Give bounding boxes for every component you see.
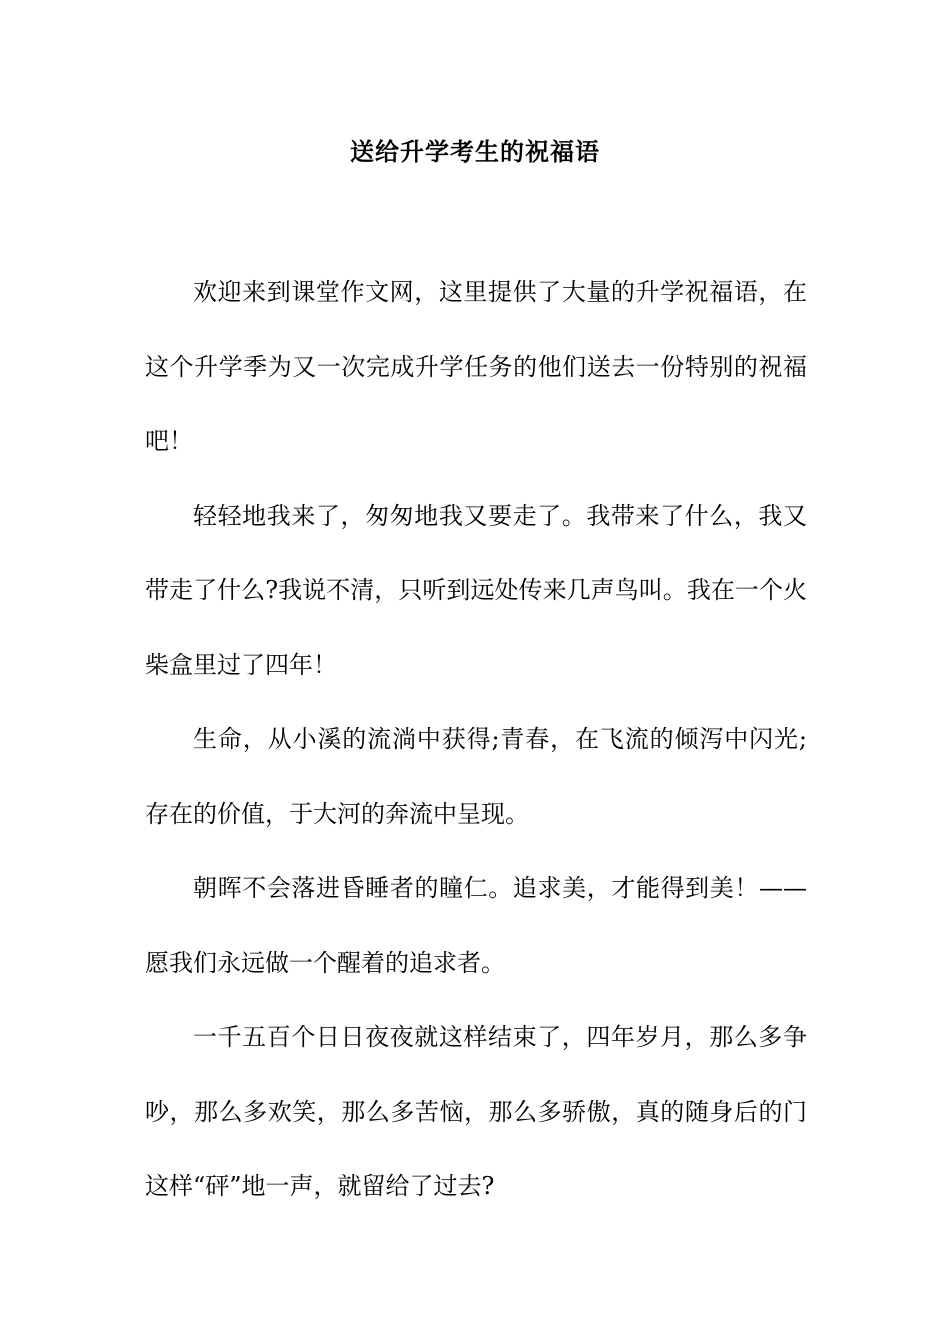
- document-title: 送给升学考生的祝福语: [350, 137, 600, 166]
- paragraph-farewell: 轻轻地我来了，匆匆地我又要走了。我带来了什么，我又带走了什么?我说不清，只听到远处传来几声鸟叫。我在一个火柴盒里过了四年！: [145, 501, 807, 679]
- paragraph-intro: 欢迎来到课堂作文网，这里提供了大量的升学祝福语，在这个升学季为又一次完成升学任务的他们送去一份特别的祝福吧！: [145, 278, 807, 455]
- document-body: [145, 255, 807, 1224]
- paragraph-memories: 一千五百个日日夜夜就这样结束了，四年岁月，那么多争吵，那么多欢笑，那么多苦恼，那么多骄傲，真的随身后的门这样“砰”地一声，就留给了过去?: [145, 1023, 807, 1200]
- paragraph-life: 生命，从小溪的流淌中获得;青春，在飞流的倾泻中闪光;存在的价值，于大河的奔流中呈现。: [145, 725, 807, 828]
- paragraph-pursuit: 朝晖不会落进昏睡者的瞳仁。追求美，才能得到美！——愿我们永远做一个醒着的追求者。: [145, 874, 807, 977]
